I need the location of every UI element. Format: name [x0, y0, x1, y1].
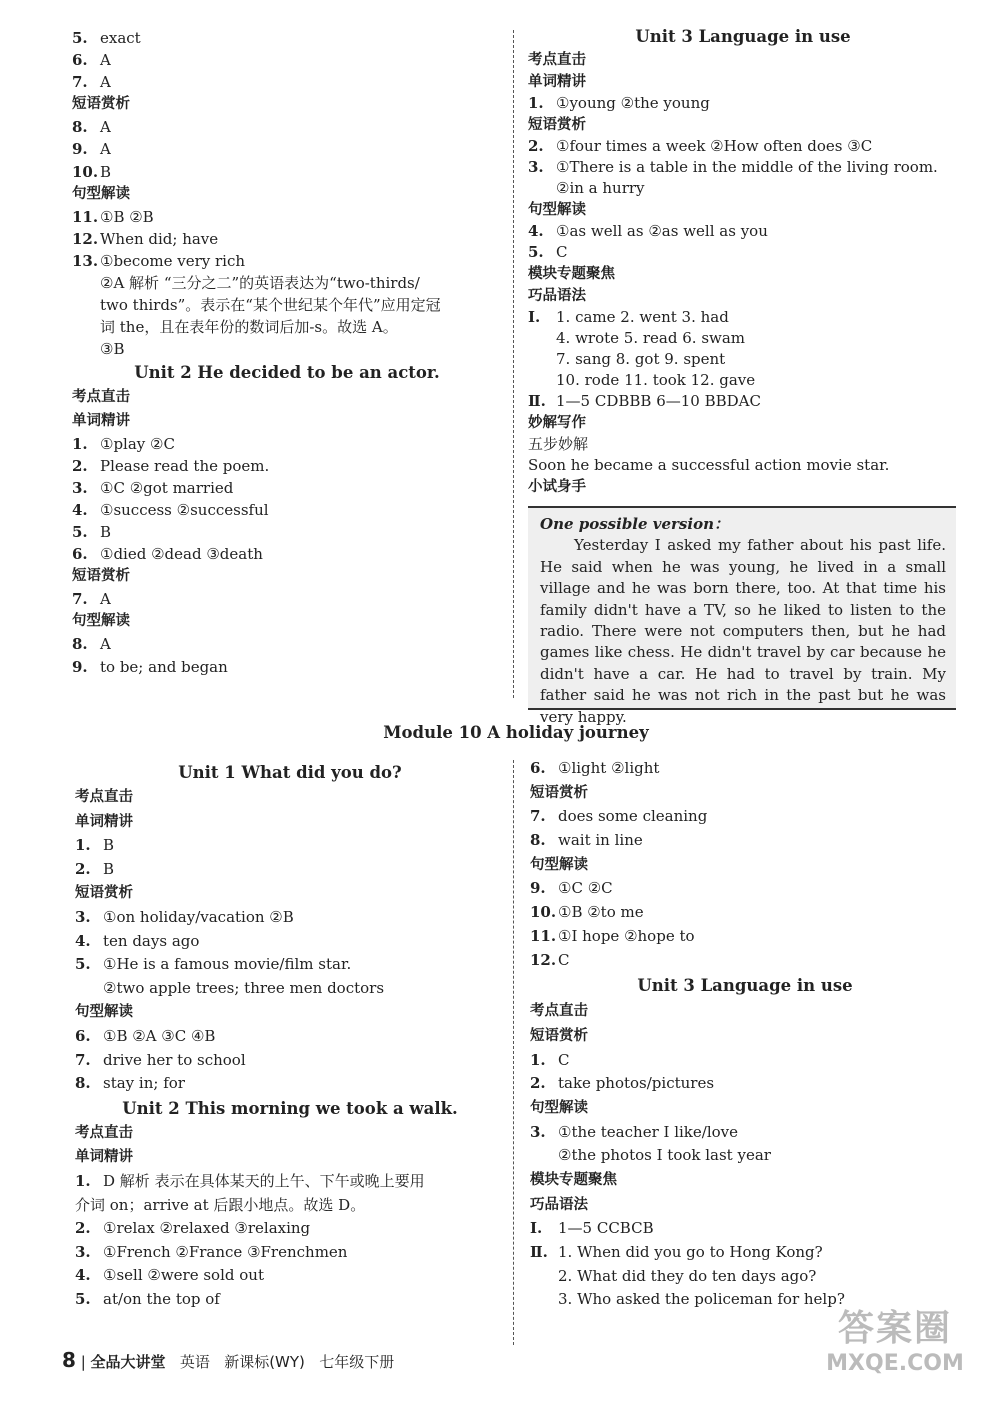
item-answer: ①as well as ②as well as you	[556, 222, 768, 240]
answer-item	[75, 1264, 505, 1288]
answer-continuation: 10. rode 11. took 12. gave	[556, 371, 756, 389]
item-number: 9.	[530, 879, 546, 898]
item-number: 3.	[528, 158, 544, 176]
answer-item	[530, 1241, 960, 1265]
section-heading: 妙解写作	[528, 415, 586, 431]
item-answer: ①B ②to me	[558, 903, 644, 922]
item-answer: A	[100, 51, 111, 70]
answer-item	[75, 1049, 505, 1073]
item-number: Ⅰ.	[530, 1219, 543, 1238]
item-number: 2.	[75, 1219, 91, 1238]
answer-item	[75, 1241, 505, 1265]
watermark	[820, 1300, 970, 1400]
section-heading: 短语赏析	[530, 1027, 588, 1044]
item-number: 4.	[75, 1266, 91, 1285]
section-heading: 小试身手	[528, 479, 586, 495]
edition: 新课标(WY)	[224, 1353, 305, 1371]
answer-continuation: 7. sang 8. got 9. spent	[556, 350, 726, 368]
item-answer: ①died ②dead ③death	[100, 545, 263, 564]
left-column-top	[72, 27, 502, 678]
item-number: 2.	[75, 859, 91, 878]
answer-item	[72, 543, 502, 565]
section-heading: 句型解读	[528, 202, 586, 218]
answer-item	[530, 1217, 960, 1241]
sample-essay-box	[528, 506, 956, 726]
answer-item	[72, 250, 502, 272]
answer-continuation: ②two apple trees; three men doctors	[103, 978, 385, 997]
section-heading: 单词精讲	[75, 1149, 133, 1166]
answer-item	[528, 157, 958, 178]
answer-item	[530, 805, 960, 829]
item-number: 3.	[75, 1242, 91, 1261]
right-column-bottom	[530, 757, 960, 1312]
answer-continuation: ②the photos I took last year	[558, 1146, 771, 1165]
page-footer	[62, 1348, 394, 1372]
section-heading: 巧品语法	[530, 1196, 588, 1213]
watermark-logo: 答案圈	[837, 1308, 952, 1349]
answer-item	[75, 1025, 505, 1049]
item-answer: drive her to school	[103, 1050, 246, 1069]
item-number: 8.	[75, 1074, 91, 1093]
item-answer: at/on the top of	[103, 1289, 220, 1308]
answer-item	[72, 49, 502, 71]
answer-continuation: two thirds”。表示在“某个世纪某个年代”应用定冠	[100, 296, 441, 315]
item-number: 2.	[72, 456, 88, 475]
item-answer: ①He is a famous movie/film star.	[103, 955, 352, 974]
essay-text	[528, 535, 956, 728]
item-answer: ①sell ②were sold out	[103, 1266, 264, 1285]
answer-item	[72, 656, 502, 678]
answer-item	[530, 757, 960, 781]
section-heading: 短语赏析	[72, 568, 130, 585]
item-answer: 1—5 CCBCB	[558, 1219, 654, 1238]
answer-item	[72, 433, 502, 455]
answer-item	[75, 858, 505, 882]
section-heading: 短语赏析	[75, 885, 133, 902]
section-heading: 考点直击	[528, 52, 586, 68]
item-answer: ①young ②the young	[556, 94, 710, 112]
answer-text: 五步妙解	[528, 435, 589, 453]
item-answer: A	[100, 73, 111, 92]
item-number: 12.	[72, 229, 99, 248]
item-answer: 1. When did you go to Hong Kong?	[558, 1243, 823, 1262]
answer-item	[72, 633, 502, 655]
item-number: 4.	[528, 222, 544, 240]
section-heading: 巧品语法	[528, 288, 586, 304]
unit-title: Unit 2 He decided to be an actor.	[134, 363, 440, 383]
section-heading: 考点直击	[75, 789, 133, 805]
answer-continuation: 3. Who asked the policeman for help?	[558, 1290, 845, 1309]
answer-item	[72, 116, 502, 138]
section-heading: 句型解读	[75, 1004, 133, 1021]
section-heading: 句型解读	[72, 185, 130, 202]
answer-item	[72, 521, 502, 543]
footer-separator: |	[80, 1353, 91, 1371]
item-number: 5.	[75, 955, 91, 974]
item-answer: ①C ②got married	[100, 478, 234, 497]
answer-item	[72, 206, 502, 228]
item-number: 4.	[72, 500, 88, 519]
answer-item	[72, 228, 502, 250]
answer-item	[528, 136, 958, 157]
answer-continuation: ②in a hurry	[556, 179, 645, 197]
subject: 英语	[179, 1353, 210, 1371]
item-answer: When did; have	[100, 229, 219, 248]
answer-item	[72, 138, 502, 160]
item-number: Ⅱ.	[528, 392, 546, 410]
answer-item	[72, 71, 502, 93]
book-name: 全品大讲堂	[90, 1353, 166, 1371]
answer-item	[72, 161, 502, 183]
answer-item	[75, 1072, 505, 1096]
item-answer: exact	[100, 29, 141, 47]
item-answer: ①B ②B	[100, 207, 154, 226]
answer-item	[75, 930, 505, 954]
answer-item	[75, 1288, 505, 1312]
item-answer: ①success ②successful	[100, 500, 269, 519]
column-divider-top	[513, 30, 514, 698]
column-divider-bottom	[513, 760, 514, 1345]
item-answer: A	[100, 118, 111, 137]
item-number: 3.	[72, 478, 88, 497]
essay-body: Yesterday I asked my father about his past life. He said when he was young, he lived in a small village and he was born there, too. At that time his family didn't have a TV, so he liked to listen to the radio. There were not computers then, but he had games like chess. He didn't travel by car because he didn't have a car. He had to travel by train. My father said he was not rich in the past but he was very happy.	[540, 536, 946, 726]
answer-item	[72, 27, 502, 49]
item-number: 6.	[530, 759, 546, 777]
item-answer: ten days ago	[103, 931, 200, 950]
item-number: 8.	[72, 118, 88, 137]
unit-title: Unit 2 This morning we took a walk.	[122, 1098, 458, 1118]
item-answer: ①light ②light	[558, 759, 660, 777]
item-number: 2.	[530, 1074, 546, 1093]
answer-item	[528, 221, 958, 242]
item-number: 1.	[75, 836, 91, 855]
item-number: 5.	[72, 29, 88, 47]
section-heading: 短语赏析	[528, 117, 586, 133]
section-heading: 短语赏析	[72, 96, 130, 113]
item-answer: does some cleaning	[558, 807, 708, 826]
item-number: 1.	[528, 94, 544, 112]
item-number: 10.	[72, 162, 99, 181]
unit-title: Unit 3 Language in use	[637, 976, 853, 996]
item-number: 3.	[530, 1122, 546, 1141]
item-answer: ①play ②C	[100, 434, 175, 453]
answer-continuation: 4. wrote 5. read 6. swam	[556, 329, 746, 347]
item-number: 5.	[72, 522, 88, 541]
item-answer: ①relax ②relaxed ③relaxing	[103, 1219, 311, 1238]
answer-item	[528, 242, 958, 263]
item-number: 4.	[75, 931, 91, 950]
item-number: 3.	[75, 907, 91, 926]
section-heading: 模块专题聚焦	[528, 266, 615, 282]
answer-item	[72, 477, 502, 499]
item-answer: take photos/pictures	[558, 1074, 715, 1093]
item-answer: 1. came 2. went 3. had	[556, 308, 729, 326]
answer-continuation: ③B	[100, 340, 125, 359]
answer-item	[530, 1121, 960, 1145]
item-answer: stay in; for	[103, 1074, 185, 1093]
item-number: 6.	[72, 545, 88, 564]
item-answer: 1—5 CDBBB 6—10 BBDAC	[556, 392, 761, 410]
answer-item	[75, 834, 505, 858]
item-answer: B	[103, 836, 115, 855]
answer-item	[75, 953, 505, 977]
item-answer: C	[558, 950, 570, 969]
item-answer: A	[100, 140, 111, 159]
item-answer: ①the teacher I like/love	[558, 1122, 738, 1141]
item-number: 7.	[72, 73, 88, 92]
item-number: 11.	[530, 926, 557, 945]
answer-item	[530, 1072, 960, 1096]
answer-continuation: ②A 解析 “三分之二”的英语表达为“two-thirds/	[100, 274, 420, 293]
answer-item	[528, 391, 958, 412]
section-heading: 单词精讲	[72, 412, 130, 429]
section-heading: 短语赏析	[530, 784, 588, 801]
section-heading: 考点直击	[75, 1124, 133, 1141]
item-number: 5.	[528, 243, 544, 261]
item-answer: C	[556, 243, 568, 261]
item-number: 1.	[530, 1050, 546, 1069]
section-heading: 单词精讲	[75, 813, 133, 830]
item-number: 6.	[72, 51, 88, 70]
item-answer: A	[100, 590, 111, 609]
section-heading: 单词精讲	[528, 74, 586, 90]
item-answer: ①I hope ②hope to	[558, 926, 695, 945]
left-column-bottom	[75, 760, 505, 1311]
item-number: 13.	[72, 251, 99, 270]
item-answer: C	[558, 1050, 570, 1069]
item-answer: B	[100, 162, 112, 181]
item-answer: ①B ②A ③C ④B	[103, 1026, 216, 1045]
essay-label: One possible version：	[540, 515, 729, 533]
item-number: 7.	[72, 590, 88, 609]
item-answer: ①French ②France ③Frenchmen	[103, 1242, 348, 1261]
item-number: 1.	[75, 1171, 91, 1190]
item-number: 9.	[72, 657, 88, 676]
grade: 七年级下册	[319, 1353, 395, 1371]
item-number: Ⅱ.	[530, 1243, 548, 1262]
item-answer: Please read the poem.	[100, 456, 270, 475]
answer-item	[528, 93, 958, 114]
answer-item	[72, 455, 502, 477]
item-number: 2.	[528, 137, 544, 155]
answer-item	[75, 906, 505, 930]
item-number: Ⅰ.	[528, 308, 541, 326]
item-answer: ①C ②C	[558, 879, 613, 898]
answer-item	[530, 901, 960, 925]
answer-text: 介词 on；arrive at 后跟小地点。故选 D。	[75, 1195, 366, 1214]
unit-title: Unit 3 Language in use	[635, 27, 851, 46]
item-number: 5.	[75, 1289, 91, 1308]
page-number: 8	[62, 1348, 76, 1372]
item-number: 9.	[72, 140, 88, 159]
answer-item	[530, 829, 960, 853]
item-answer: to be; and began	[100, 657, 228, 676]
answer-continuation: 词 the，且在表年份的数词后加-s。故选 A。	[100, 318, 398, 337]
answer-item	[530, 925, 960, 949]
item-number: 6.	[75, 1026, 91, 1045]
answer-item	[528, 307, 958, 328]
section-heading: 句型解读	[530, 856, 588, 873]
answer-item	[530, 1049, 960, 1073]
watermark-url: MXQE.COM	[826, 1351, 964, 1376]
item-answer: ①There is a table in the middle of the living room.	[556, 158, 938, 176]
item-answer: ①on holiday/vacation ②B	[103, 907, 294, 926]
answer-item	[75, 1170, 505, 1194]
answer-item	[72, 588, 502, 610]
item-answer: A	[100, 635, 111, 654]
unit-title: Unit 1 What did you do?	[178, 763, 402, 782]
item-number: 11.	[72, 207, 99, 226]
answer-item	[530, 949, 960, 973]
section-heading: 句型解读	[72, 613, 130, 630]
item-number: 10.	[530, 903, 557, 922]
section-heading: 考点直击	[72, 389, 130, 406]
right-column-top	[528, 25, 958, 498]
item-answer: D 解析 表示在具体某天的上午、下午或晚上要用	[103, 1171, 425, 1190]
item-answer: B	[103, 859, 115, 878]
item-number: 7.	[530, 807, 546, 826]
item-number: 7.	[75, 1050, 91, 1069]
item-number: 8.	[530, 831, 546, 850]
item-answer: B	[100, 522, 112, 541]
answer-text: Soon he became a successful action movie star.	[528, 456, 890, 474]
item-answer: ①four times a week ②How often does ③C	[556, 137, 873, 155]
answer-item	[72, 499, 502, 521]
item-answer: ①become very rich	[100, 251, 246, 270]
answer-continuation: 2. What did they do ten days ago?	[558, 1266, 817, 1285]
section-heading: 模块专题聚焦	[530, 1172, 617, 1188]
answer-item	[75, 1217, 505, 1241]
item-answer: wait in line	[558, 831, 643, 850]
module-title: Module 10 A holiday journey	[383, 723, 649, 742]
item-number: 12.	[530, 950, 557, 969]
section-heading: 句型解读	[530, 1099, 588, 1116]
item-number: 8.	[72, 635, 88, 654]
answer-item	[530, 877, 960, 901]
item-number: 1.	[72, 434, 88, 453]
section-heading: 考点直击	[530, 1003, 588, 1020]
